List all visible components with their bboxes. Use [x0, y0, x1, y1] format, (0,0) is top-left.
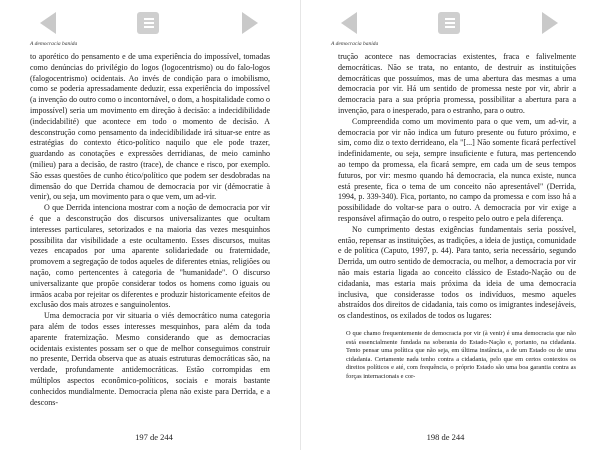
right-page: [300, 0, 600, 450]
block-quote: [346, 330, 576, 382]
right-toolbar: [301, 12, 600, 36]
running-head: A democracia banida: [331, 41, 379, 47]
paragraph: O que Derrida intenciona mostrar com a noção de democracia por vir é que a desconstrução dos discursos universalizantes que ocultam interesses particulares, setorizados e na maioria das vezes mesquinhos possibilita dar visibilidade a este ocultamento. Esses discursos, muitas vezes encapados por uma aparente solidariedade ou fraternidade, promovem a segregação de todos aqueles de diferentes etnias, religiões ou nação, como pertencentes à categoria de "humanidade". O discurso universalizante que propõe considerar todos os homens como iguais ou irmãos acaba por rejeitar os diferentes e produzir historicamente efeitos de exclusão dos mais atrozes e sanguinolentos.: [30, 203, 270, 310]
menu-line-icon: [443, 26, 455, 28]
page-number: 197 de 244: [135, 432, 173, 442]
next-page-arrow-icon[interactable]: [242, 12, 258, 34]
page-body: [338, 52, 576, 381]
prev-page-arrow-icon[interactable]: [341, 12, 357, 34]
left-toolbar: [0, 12, 300, 36]
paragraph: Uma democracia por vir situaria o viés democrático numa categoria para além de todos esses interesses mesquinhos, para além da toda aparente fraternização. Mesmo considerando que as democracias ocidentais existentes possam ser o que de melhor conseguimos construir no presente, Derrida observa que as atuais estruturas democráticas são, na verdade, profundamente antidemocráticas. Estão corrompidas em múltiplos aspectos econômico-políticos, sociais e morais bastante conhecidos mundialmente. Democracia plena não existe para Derrida, e a descons-: [30, 311, 270, 407]
menu-line-icon: [142, 18, 154, 20]
paragraph: to aporético do pensamento e de uma experiência do impossível, tomadas como denúncias do privilégio do logos (logocentrismo) ou do falo-logos (falogocentrismo) ocidentais. Ao invés de condição para o imobilismo, como se poderia apressadamente deduzir, essa experiência do impossível (a invenção do outro como o incontornável, o dom, a hospitalidade como o impossível) seria um movimento em direção à decisão: a indecidibilidade (indecidabilité) que acontece em todo o momento de decisão. A desconstrução como pensamento da indecidibilidade irá situar-se entre as estratégias do contexto ético-político naquilo que ele pode trazer, guardando as conotações e expressões derridianas, de meio caminho (milieu) para a decisão, de rastro (trace), de chance e risco, por exemplo. São essas questões de cunho ético/político que podem ser desdobradas na dimensão do que Derrida chamou de democracia por vir (démocratie à venir), ou seja, um movimento para o que vem, um ad-vir.: [30, 52, 270, 202]
menu-button[interactable]: [137, 12, 159, 34]
next-page-arrow-icon[interactable]: [542, 12, 558, 34]
menu-line-icon: [443, 18, 455, 20]
menu-line-icon: [443, 22, 455, 24]
prev-page-arrow-icon[interactable]: [40, 12, 56, 34]
page-number: 198 de 244: [426, 432, 465, 442]
quote-text: O que chamo frequentemente de democracia por vir (à venir) é uma democracia que não está essencialmente fundada na soberania do Estado-Nação e, portanto, na cidadania. Tento pensar uma política que não seja, em última instância, a de um Estado ou de uma cidadania. Certamente nada tenho contra a cidadania, pelo que em certos contextos os direitos políticos e até, com frequência, o próprio Estado são uma boa garantia contra as forças internacionais e cor-: [346, 329, 576, 380]
paragraph: Compreendida como um movimento para o que vem, um ad-vir, a democracia por vir não indica um futuro presente ou futuro próximo, e sim, como diz o texto derrideano, ela "[...] Não somente ficará perfectível indefinidamente, ou seja, sempre insuficiente e futura, mas pertencendo ao tempo da promessa, ela ficará sempre, em cada um de seus tempos futuros, por vir: mesmo quando há democracia, ela nunca existe, nunca está presente, fica o tema de um conceito não apresentável" (Derrida, 1994, p. 339-340). Fica, portanto, no campo da promessa e com isso há a possibilidade do voltar-se para o outro. A democracia por vir exige a responsável afirmação do outro, o respeito pelo outro e pela diferença.: [338, 116, 576, 223]
menu-line-icon: [142, 26, 154, 28]
page-body: [30, 52, 270, 408]
menu-button[interactable]: [438, 12, 460, 34]
running-head: A democracia banida: [30, 41, 78, 47]
paragraph: trução acontece nas democracias existentes, fraca e falivelmente democráticas. Não se trata, no entanto, de destruir as instituições democráticas que possuímos, mas de uma abertura das mesmas a uma democracia por vir. Há um sentido de promessa neste por vir, abrir a democracia para a sua própria promessa, possibilitar a abertura para a invenção, para o inesperado, para o estranho, para o outro.: [338, 52, 576, 115]
paragraph: No cumprimento destas exigências fundamentais seria possível, então, repensar as instituições, as tradições, a ideia de justiça, comunidade e de política (Caputo, 1997, p. 44). Para tanto, seria necessário, segundo Derrida, um outro sentido de democracia, ou melhor, a democracia por vir não mais estaria ligada ao conceito clássico de Estado-Nação ou de cidadania, mas estaria mais próxima da ideia de uma democracia inclusiva, que considerasse todos os indivíduos, mesmo aqueles abstraídos dos direitos de cidadania, tais como os imigrantes indesejáveis, os clandestinos, os exilados de todos os lugares:: [338, 224, 576, 321]
menu-line-icon: [142, 22, 154, 24]
